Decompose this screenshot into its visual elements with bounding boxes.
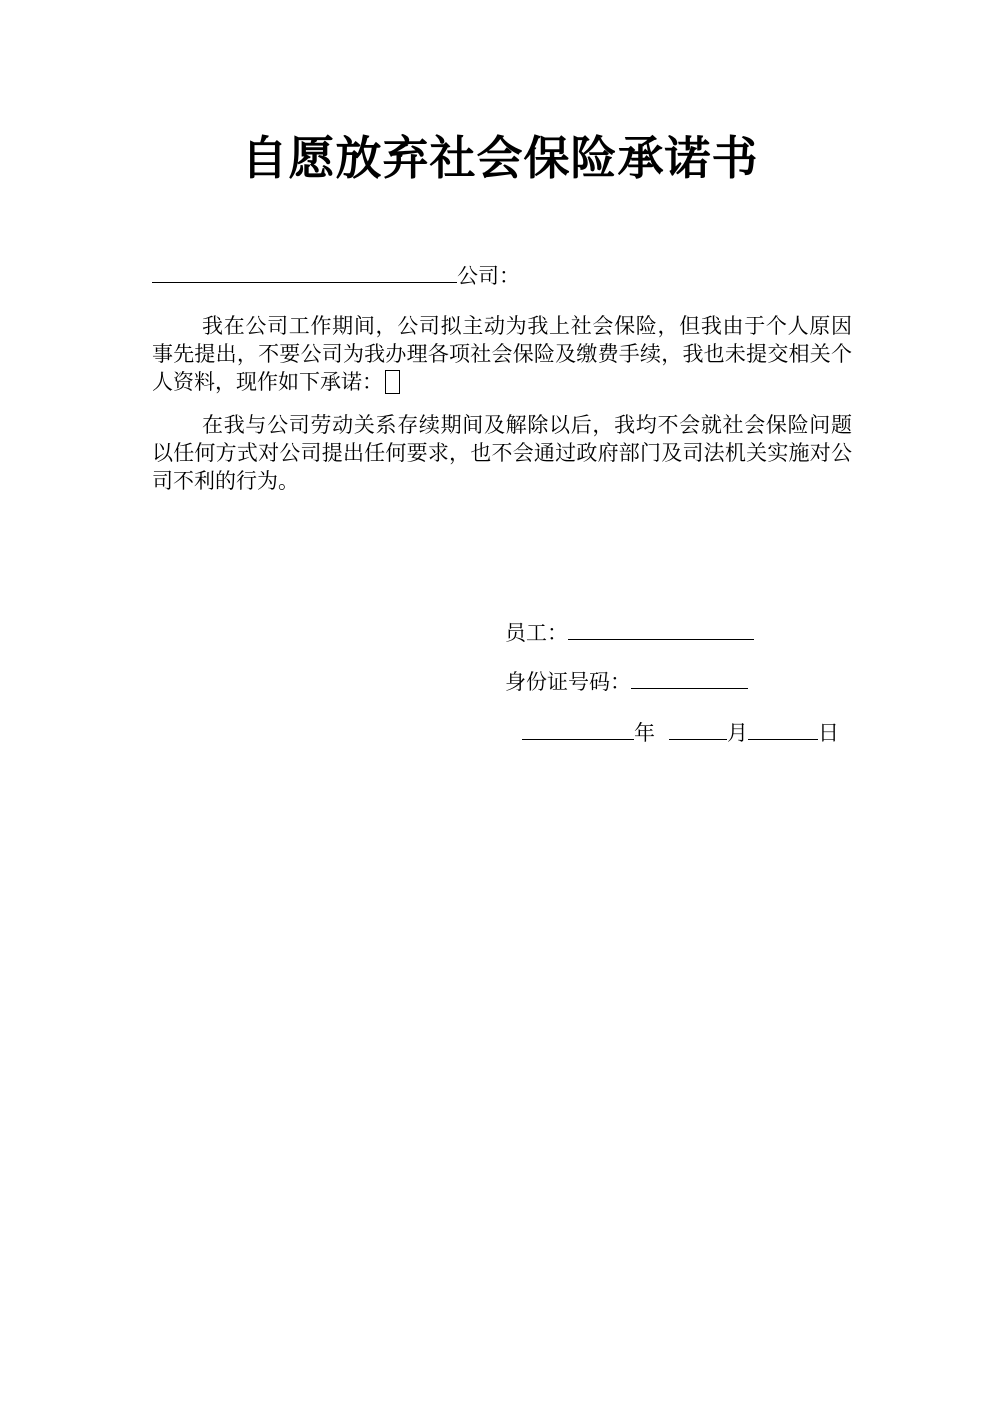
day-label: 日 [818, 721, 839, 745]
id-number-label: 身份证号码： [505, 670, 631, 694]
day-blank[interactable] [748, 715, 818, 740]
document-title: 自愿放弃社会保险承诺书 [241, 131, 759, 185]
paragraph-1 [152, 312, 852, 396]
salutation-suffix: 公司： [457, 264, 520, 288]
year-label: 年 [634, 721, 655, 745]
id-number-blank[interactable] [631, 664, 748, 689]
checkbox-icon [385, 370, 400, 394]
month-blank[interactable] [669, 715, 727, 740]
employee-label: 员工： [505, 621, 568, 645]
salutation-line [152, 258, 520, 291]
id-number-line [505, 664, 748, 697]
company-name-blank[interactable] [152, 258, 457, 283]
year-blank[interactable] [522, 715, 634, 740]
paragraph-1-text: 我在公司工作期间，公司拟主动为我上社会保险，但我由于个人原因事先提出，不要公司为我办理各项社会保险及缴费手续，我也未提交相关个人资料，现作如下承诺： [152, 314, 852, 394]
month-label: 月 [727, 721, 748, 745]
paragraph-2 [152, 411, 852, 495]
employee-signature-line [505, 615, 754, 648]
paragraph-2-text: 在我与公司劳动关系存续期间及解除以后，我均不会就社会保险问题以任何方式对公司提出任何要求，也不会通过政府部门及司法机关实施对公司不利的行为。 [152, 413, 852, 493]
date-line [522, 715, 839, 748]
employee-name-blank[interactable] [568, 615, 754, 640]
